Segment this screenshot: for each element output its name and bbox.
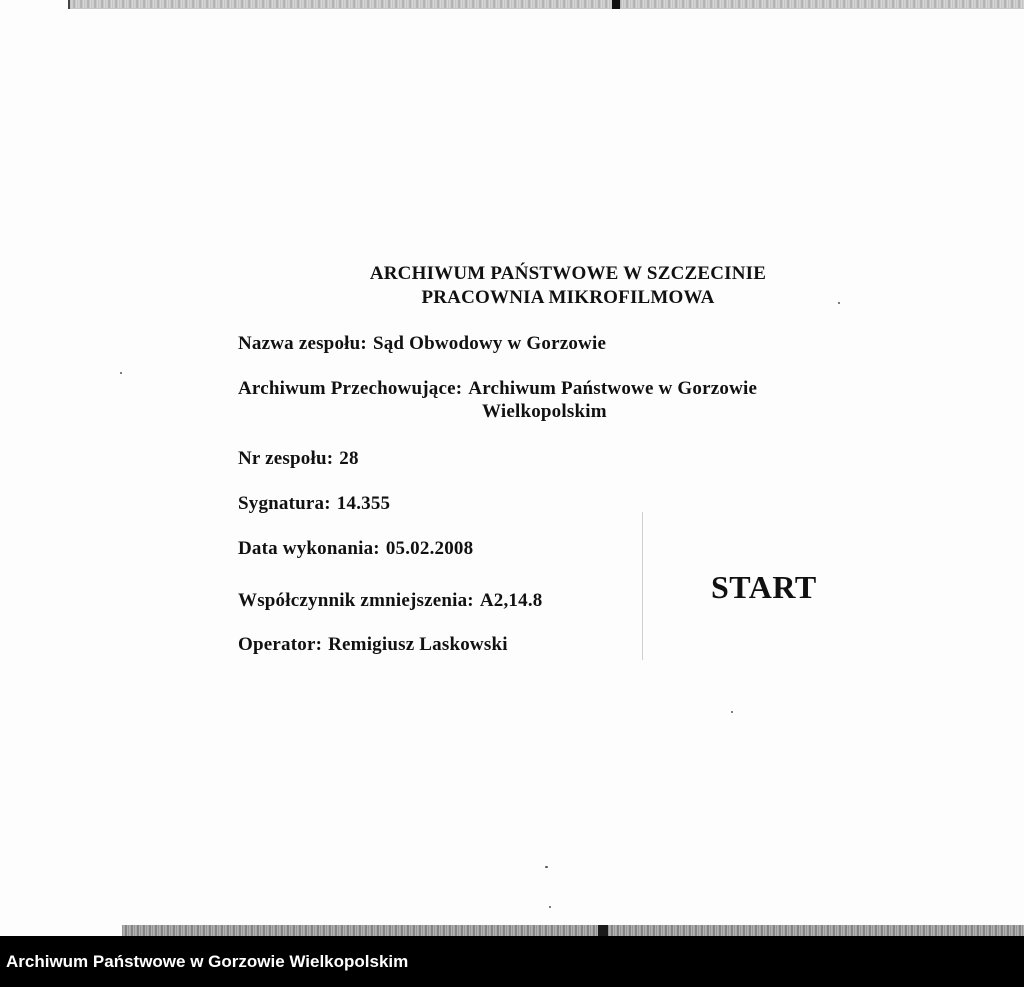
field-execution-date: [238, 538, 473, 560]
field-value: 05.02.2008: [385, 538, 474, 559]
field-value: 28: [339, 448, 359, 469]
scan-edge-mark: [68, 0, 70, 9]
field-value: A2,14.8: [479, 590, 543, 611]
field-value: Remigiusz Laskowski: [328, 634, 508, 655]
field-label: Operator:: [238, 634, 323, 655]
document-header-line-2: PRACOWNIA MIKROFILMOWA: [421, 287, 715, 308]
start-marker: START: [711, 569, 817, 605]
scan-edge-top: [70, 0, 1024, 9]
scan-speck: [545, 866, 548, 868]
scan-speck: [731, 711, 733, 713]
caption-text: Archiwum Państwowe w Gorzowie Wielkopolskim: [6, 951, 409, 971]
scan-speck: [838, 302, 840, 304]
field-reduction-ratio: [238, 590, 542, 612]
scan-edge-mark: [612, 0, 620, 9]
field-operator: [238, 634, 508, 656]
scan-edge-mark: [598, 925, 608, 936]
field-label: Współczynnik zmniejszenia:: [238, 590, 474, 611]
field-holding-archive: [238, 378, 757, 400]
field-collection-name: [238, 333, 606, 355]
field-label: Archiwum Przechowujące:: [238, 378, 463, 399]
scan-edge-bottom: [122, 925, 1024, 936]
document-header-line-1: ARCHIWUM PAŃSTWOWE W SZCZECINIE: [369, 263, 767, 284]
field-label: Nr zespołu:: [238, 448, 334, 469]
field-value: 14.355: [336, 493, 391, 514]
caption-bar: [0, 936, 1024, 987]
field-signature: [238, 493, 390, 515]
scan-speck: [549, 906, 551, 908]
scan-speck: [120, 372, 122, 374]
field-label: Sygnatura:: [238, 493, 331, 514]
field-value: Archiwum Państwowe w Gorzowie: [468, 378, 758, 399]
field-holding-archive-continuation: Wielkopolskim: [482, 401, 607, 422]
field-collection-number: [238, 448, 359, 470]
field-label: Data wykonania:: [238, 538, 380, 559]
field-label: Nazwa zespołu:: [238, 333, 367, 354]
field-value: Sąd Obwodowy w Gorzowie: [372, 333, 607, 354]
paper-fold-line: [642, 512, 643, 660]
